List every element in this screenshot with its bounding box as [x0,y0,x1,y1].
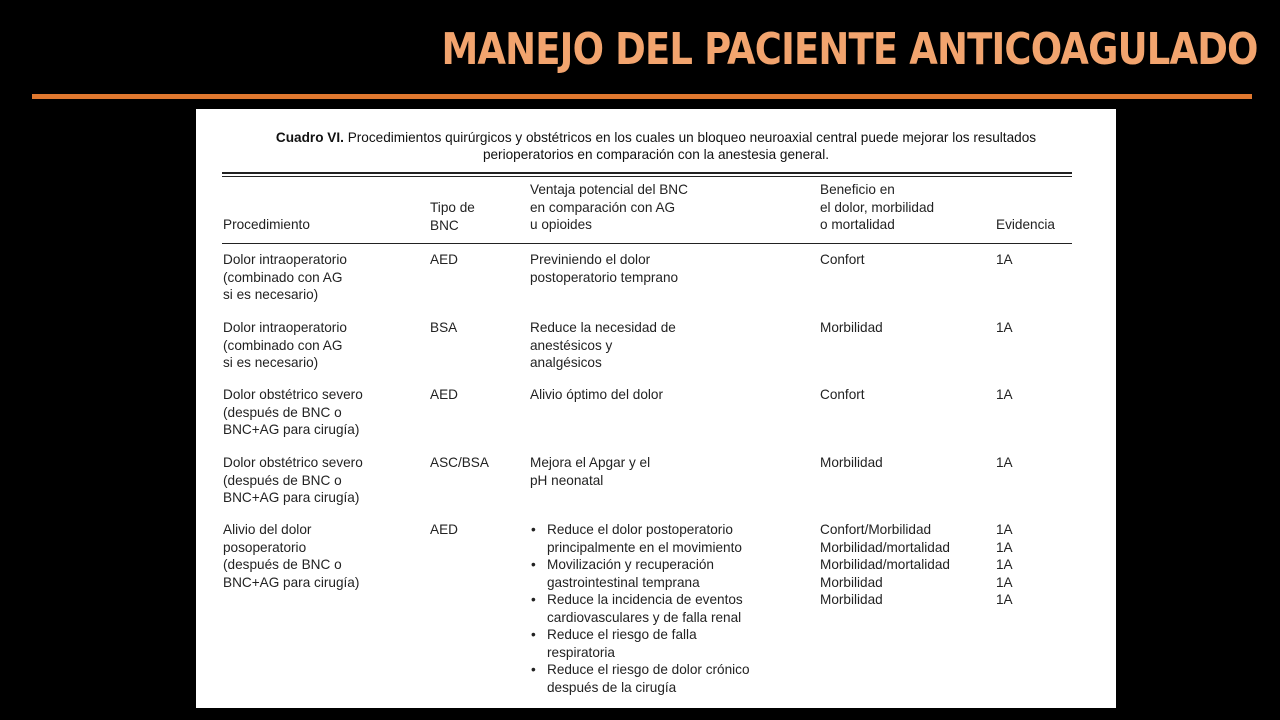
slide-title: MANEJO DEL PACIENTE ANTICOAGULADO [441,24,1258,75]
table-top-rule-thin [222,176,1072,177]
list-item: • Reduce la incidencia de eventos cardiovasculares y de falla renal [530,591,750,626]
row3-procedimiento: Dolor obstétrico severo (después de BNC o BNC+AG para cirugía) [223,387,363,437]
row5-ventaja-list [530,521,750,696]
row2-evidencia: 1A [996,320,1013,335]
row4-beneficio: Morbilidad [820,455,883,470]
row5-procedimiento: Alivio del dolor posoperatorio (después de BNC o BNC+AG para cirugía) [223,522,360,590]
row4-ventaja: Mejora el Apgar y el pH neonatal [530,455,651,488]
header-ventaja: Ventaja potencial del BNC en comparación con AG u opioides [530,182,688,232]
list-item: • Movilización y recuperación gastrointestinal temprana [530,556,750,591]
row1-procedimiento: Dolor intraoperatorio (combinado con AG si es necesario) [223,252,347,302]
row1-evidencia: 1A [996,252,1013,267]
list-item: 1A [996,592,1013,607]
table-top-rule [222,172,1072,174]
row4-tipo: ASC/BSA [430,455,489,470]
row3-evidencia: 1A [996,387,1013,402]
list-item: 1A [996,557,1013,572]
row2-procedimiento: Dolor intraoperatorio (combinado con AG si es necesario) [223,320,347,370]
list-item: 1A [996,539,1013,555]
list-item: Morbilidad/mortalidad [820,539,950,555]
list-item: 1A [996,522,1013,537]
row5-tipo: AED [430,522,458,537]
row2-tipo: BSA [430,320,458,335]
caption-label: Cuadro VI. [275,130,344,145]
header-evidencia: Evidencia [996,217,1055,232]
list-item: 1A [996,574,1013,590]
row1-tipo: AED [430,252,458,267]
title-underline [32,94,1252,99]
header-rule [222,243,1072,244]
row3-beneficio: Confort [820,387,865,402]
list-item: • Reduce el riesgo de dolor crónico después de la cirugía [530,661,750,696]
caption-text: Procedimientos quirúrgicos y obstétricos en los cuales un bloqueo neuroaxial central puede mejorar los resultados perioperatorios en comparación con la anestesia general. [347,130,1037,162]
row1-ventaja: Previniendo el dolor postoperatorio temprano [530,252,679,285]
table-document [196,109,1116,708]
list-item: Morbilidad [820,574,883,590]
list-item: Confort/Morbilidad [820,522,932,537]
row4-evidencia: 1A [996,455,1013,470]
header-beneficio: Beneficio en el dolor, morbilidad o mortalidad [820,182,935,232]
row2-beneficio: Morbilidad [820,320,883,335]
row2-ventaja: Reduce la necesidad de anestésicos y analgésicos [530,320,676,370]
row4-procedimiento: Dolor obstétrico severo (después de BNC o BNC+AG para cirugía) [223,455,363,505]
header-procedimiento: Procedimiento [223,217,310,232]
list-item: • Reduce el dolor postoperatorio principalmente en el movimiento [530,521,750,556]
header-tipo: Tipo de BNC [430,200,475,233]
row3-ventaja: Alivio óptimo del dolor [530,387,663,402]
row5-beneficio-list [820,521,950,609]
row1-beneficio: Confort [820,252,865,267]
list-item: Morbilidad [820,592,883,607]
row3-tipo: AED [430,387,458,402]
list-item: Morbilidad/mortalidad [820,557,950,572]
table-caption [236,129,1076,163]
row5-evidencia-list [996,521,1013,609]
list-item: • Reduce el riesgo de falla respiratoria [530,626,750,661]
